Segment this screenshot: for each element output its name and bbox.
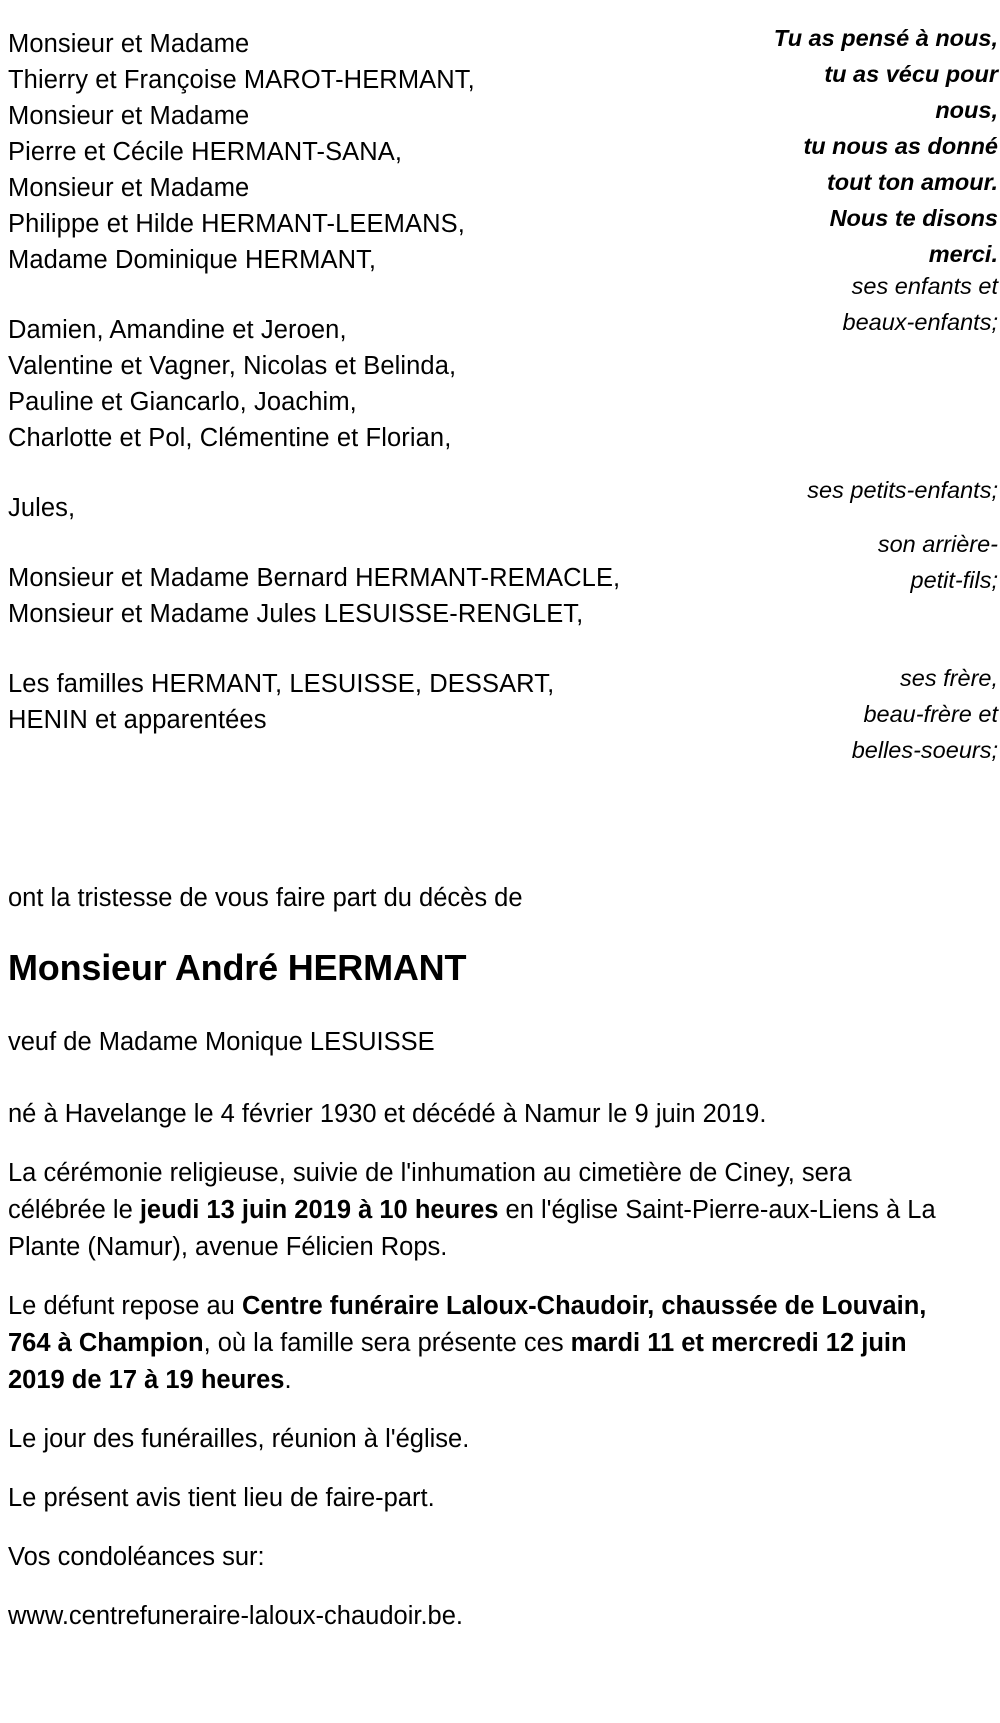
condolences-website[interactable]: www.centrefuneraire-laloux-chaudoir.be.: [8, 1602, 463, 1630]
family-block-children: [8, 26, 668, 278]
poem-line: tu as vécu pour: [824, 61, 998, 87]
announcement-intro: ont la tristesse de vous faire part du décès de: [8, 884, 523, 912]
family-line: HENIN et apparentées: [8, 706, 267, 734]
poem-line: Nous te disons: [829, 205, 998, 231]
family-line: Thierry et Françoise MAROT-HERMANT,: [8, 66, 475, 94]
family-line: Monsieur et Madame: [8, 174, 250, 202]
birth-death-line: né à Havelange le 4 février 1930 et décédé à Namur le 9 juin 2019.: [8, 1100, 767, 1128]
relation-label-siblings: [678, 660, 998, 768]
ceremony-text-part1: La cérémonie religieuse, suivie de l'inhumation au cimetière de Ciney, sera célébrée le: [8, 1159, 852, 1224]
visitation-datetime: mardi 11 et mercredi 12 juin 2019 de 17 à 19 heures: [8, 1329, 907, 1394]
widow-of-line: veuf de Madame Monique LESUISSE: [8, 1028, 435, 1056]
relation-line: son arrière-: [877, 531, 998, 557]
relation-line: ses petits-enfants;: [807, 477, 998, 503]
relation-label-children: [678, 268, 998, 340]
family-line: Madame Dominique HERMANT,: [8, 246, 377, 274]
repose-text-part2: , où la famille sera présente ces: [203, 1329, 571, 1357]
relation-line: beaux-enfants;: [842, 309, 998, 335]
poem-line: tout ton amour.: [826, 169, 998, 195]
relation-line: belles-soeurs;: [851, 737, 998, 763]
ceremony-paragraph: [8, 1155, 938, 1266]
relation-line: petit-fils;: [910, 567, 998, 593]
poem-line: tu nous as donné: [803, 133, 998, 159]
relation-label-great-grandson: [678, 526, 998, 598]
family-line: Valentine et Vagner, Nicolas et Belinda,: [8, 352, 457, 380]
family-line: Pierre et Cécile HERMANT-SANA,: [8, 138, 403, 166]
family-line: Monsieur et Madame Jules LESUISSE-RENGLET,: [8, 600, 584, 628]
family-line: Monsieur et Madame: [8, 102, 250, 130]
relation-label-grandchildren: [678, 472, 998, 508]
relation-line: ses frère,: [900, 665, 998, 691]
family-line: Charlotte et Pol, Clémentine et Florian,: [8, 424, 452, 452]
family-line: Pauline et Giancarlo, Joachim,: [8, 388, 357, 416]
family-line: Monsieur et Madame: [8, 30, 250, 58]
family-block-siblings: [8, 560, 668, 632]
repose-paragraph: [8, 1288, 938, 1399]
announcement-section: [8, 880, 938, 1635]
memorial-poem: [698, 20, 998, 272]
repose-text-part1: Le défunt repose au: [8, 1292, 242, 1320]
deceased-name: Monsieur André HERMANT: [8, 947, 467, 988]
funeral-center-address: Centre funéraire Laloux-Chaudoir, chaussée de Louvain, 764 à Champion: [8, 1292, 927, 1357]
family-block-families: [8, 666, 668, 738]
family-line: Les familles HERMANT, LESUISSE, DESSART,: [8, 670, 555, 698]
ceremony-text-part2: en l'église Saint-Pierre-aux-Liens à La Plante (Namur), avenue Félicien Rops.: [8, 1196, 936, 1261]
ceremony-datetime: jeudi 13 juin 2019 à 10 heures: [139, 1196, 499, 1224]
family-block-grandchildren: [8, 312, 668, 456]
relation-line: ses enfants et: [851, 273, 998, 299]
poem-line: merci.: [928, 241, 998, 267]
poem-line: nous,: [935, 97, 998, 123]
family-line: Damien, Amandine et Jeroen,: [8, 316, 347, 344]
poem-line: Tu as pensé à nous,: [773, 25, 998, 51]
family-line: Philippe et Hilde HERMANT-LEEMANS,: [8, 210, 465, 238]
condolences-label: Vos condoléances sur:: [8, 1543, 265, 1571]
repose-text-part3: .: [284, 1366, 292, 1394]
family-names-column: [8, 26, 668, 738]
family-line: Jules,: [8, 494, 76, 522]
reunion-line: Le jour des funérailles, réunion à l'église.: [8, 1425, 470, 1453]
family-line: Monsieur et Madame Bernard HERMANT-REMACLE,: [8, 564, 621, 592]
notice-line: Le présent avis tient lieu de faire-part.: [8, 1484, 435, 1512]
family-block-great-grandchild: [8, 490, 668, 526]
relation-line: beau-frère et: [863, 701, 998, 727]
